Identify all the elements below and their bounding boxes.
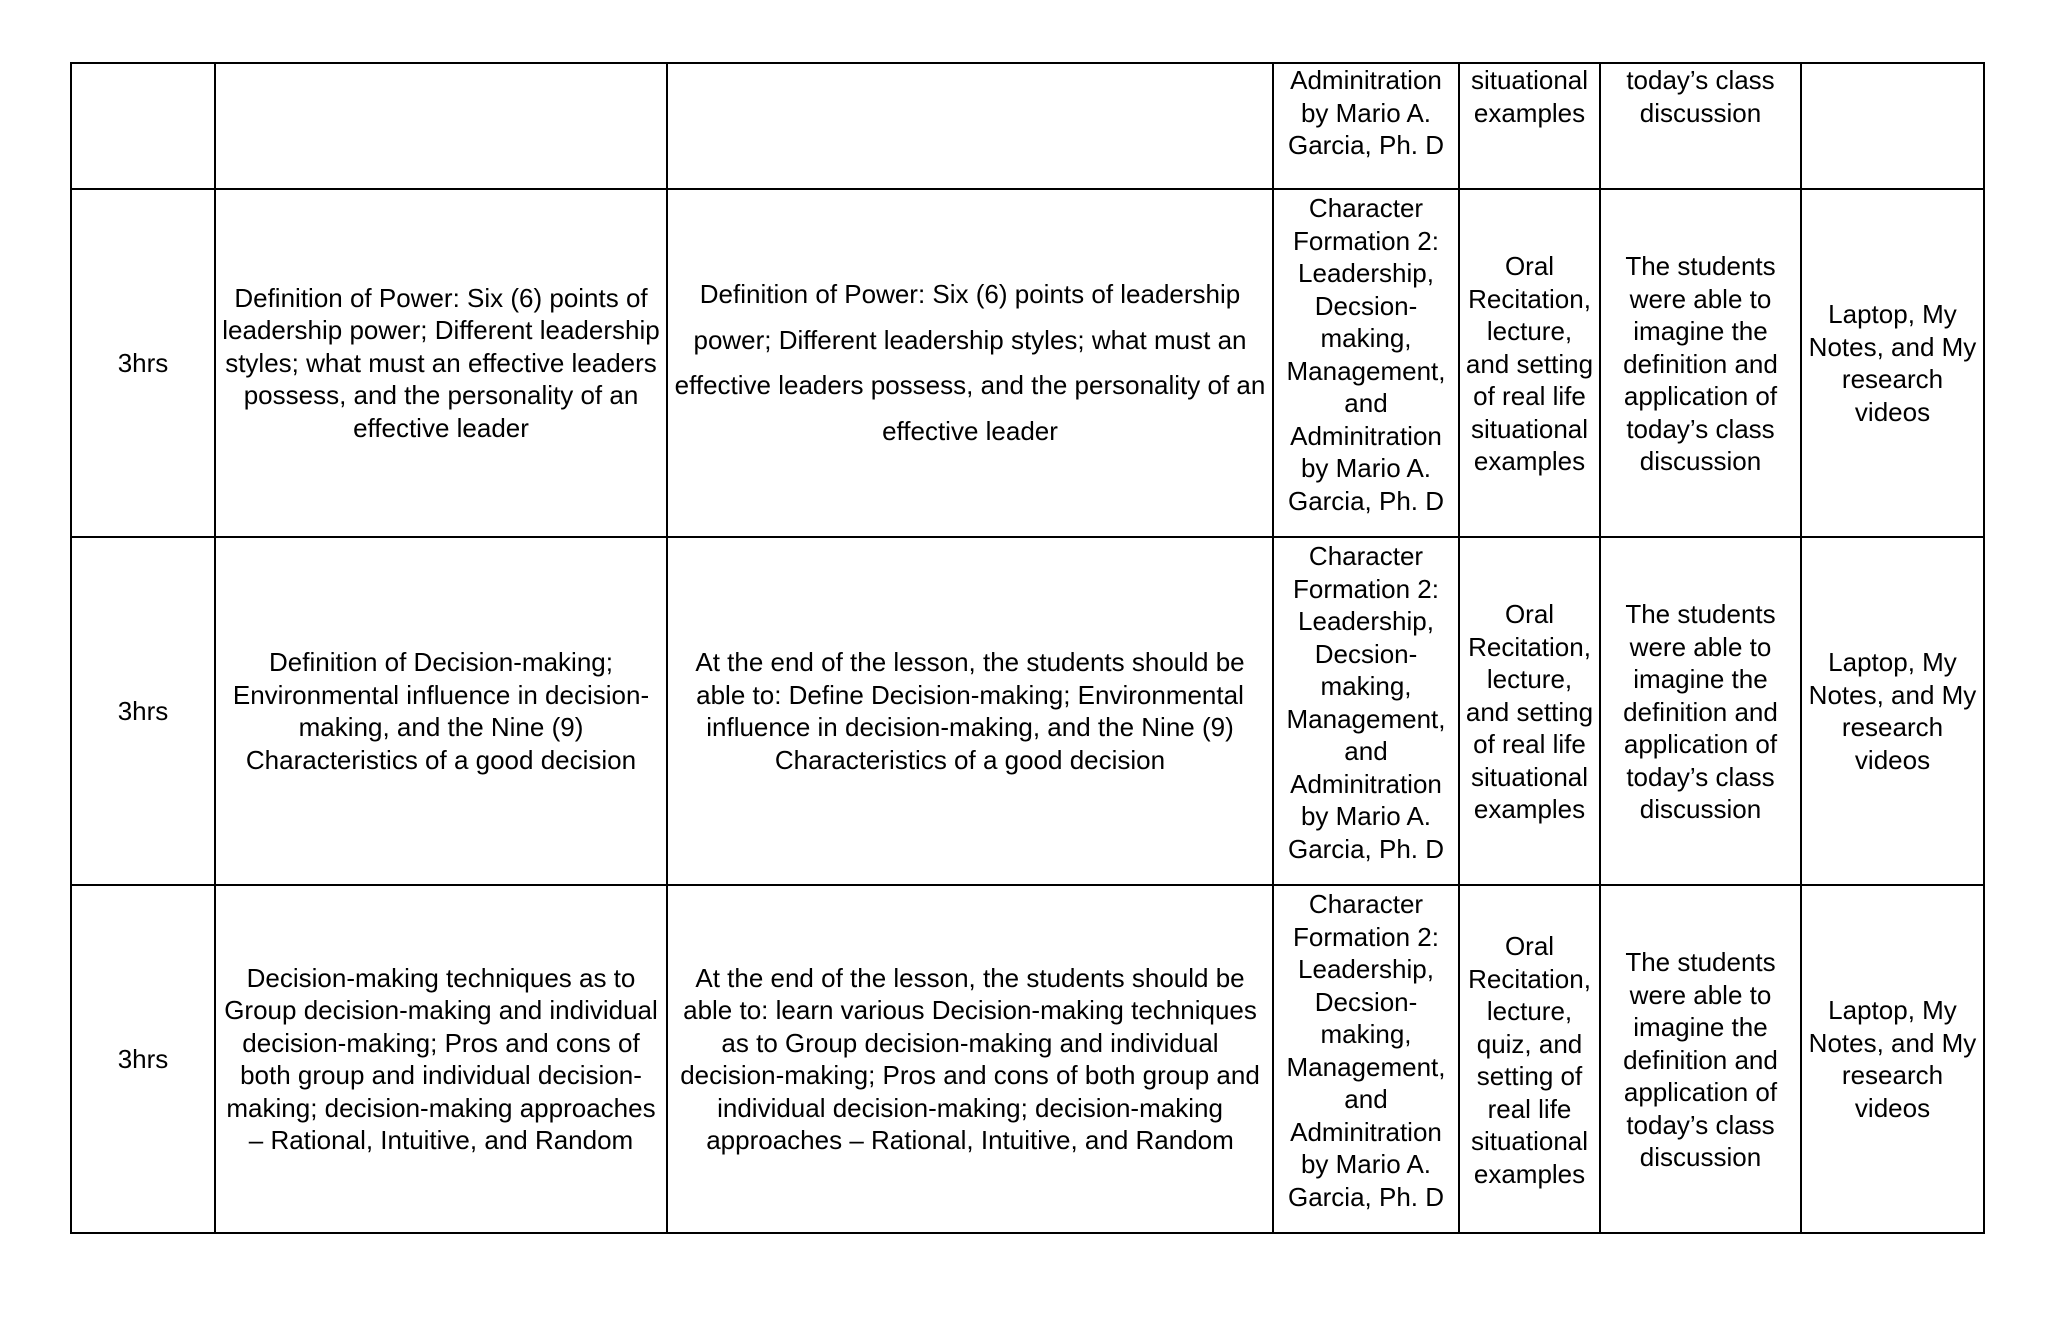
materials-cell: Laptop, My Notes, and My research videos	[1801, 189, 1984, 537]
reference-cell: Character Formation 2: Leadership, Decsion-making, Management, and Adminitration by Mario A. Garcia, Ph. D	[1273, 885, 1459, 1233]
reference-cell: Character Formation 2: Leadership, Decsion-making, Management, and Adminitration by Mario A. Garcia, Ph. D	[1273, 537, 1459, 885]
materials-cell	[1801, 63, 1984, 189]
outcome-cell: The students were able to imagine the definition and application of today’s class discussion	[1600, 189, 1801, 537]
materials-cell: Laptop, My Notes, and My research videos	[1801, 885, 1984, 1233]
table-row	[71, 537, 1984, 885]
objective-cell: At the end of the lesson, the students should be able to: Define Decision-making; Environmental influence in decision-making, and the Nine (9) Characteristics of a good decision	[667, 537, 1273, 885]
syllabus-table	[70, 62, 1985, 1234]
time-cell: 3hrs	[71, 189, 215, 537]
method-cell: situational examples	[1459, 63, 1600, 189]
objective-cell: At the end of the lesson, the students should be able to: learn various Decision-making techniques as to Group decision-making and individual decision-making; Pros and cons of both group and individual decision-making; decision-making approaches – Rational, Intuitive, and Random	[667, 885, 1273, 1233]
time-cell: 3hrs	[71, 885, 215, 1233]
topic-cell: Decision-making techniques as to Group decision-making and individual decision-making; Pros and cons of both group and individual decision-making; decision-making approaches – Rational, Intuitive, and Random	[215, 885, 667, 1233]
method-cell: Oral Recitation, lecture, quiz, and setting of real life situational examples	[1459, 885, 1600, 1233]
time-cell	[71, 63, 215, 189]
table-row	[71, 63, 1984, 189]
materials-cell: Laptop, My Notes, and My research videos	[1801, 537, 1984, 885]
objective-cell	[667, 63, 1273, 189]
method-cell: Oral Recitation, lecture, and setting of real life situational examples	[1459, 537, 1600, 885]
reference-cell: Character Formation 2: Leadership, Decsion-making, Management, and Adminitration by Mario A. Garcia, Ph. D	[1273, 189, 1459, 537]
method-cell: Oral Recitation, lecture, and setting of real life situational examples	[1459, 189, 1600, 537]
topic-cell: Definition of Power: Six (6) points of leadership power; Different leadership styles; what must an effective leaders possess, and the personality of an effective leader	[215, 189, 667, 537]
objective-cell: Definition of Power: Six (6) points of leadership power; Different leadership styles; what must an effective leaders possess, and the personality of an effective leader	[667, 189, 1273, 537]
outcome-cell: The students were able to imagine the definition and application of today’s class discussion	[1600, 885, 1801, 1233]
table-row	[71, 885, 1984, 1233]
reference-cell: Adminitration by Mario A. Garcia, Ph. D	[1273, 63, 1459, 189]
table-row	[71, 189, 1984, 537]
outcome-cell: The students were able to imagine the definition and application of today’s class discussion	[1600, 537, 1801, 885]
time-cell: 3hrs	[71, 537, 215, 885]
topic-cell	[215, 63, 667, 189]
topic-cell: Definition of Decision-making; Environmental influence in decision-making, and the Nine (9) Characteristics of a good decision	[215, 537, 667, 885]
outcome-cell: today’s class discussion	[1600, 63, 1801, 189]
